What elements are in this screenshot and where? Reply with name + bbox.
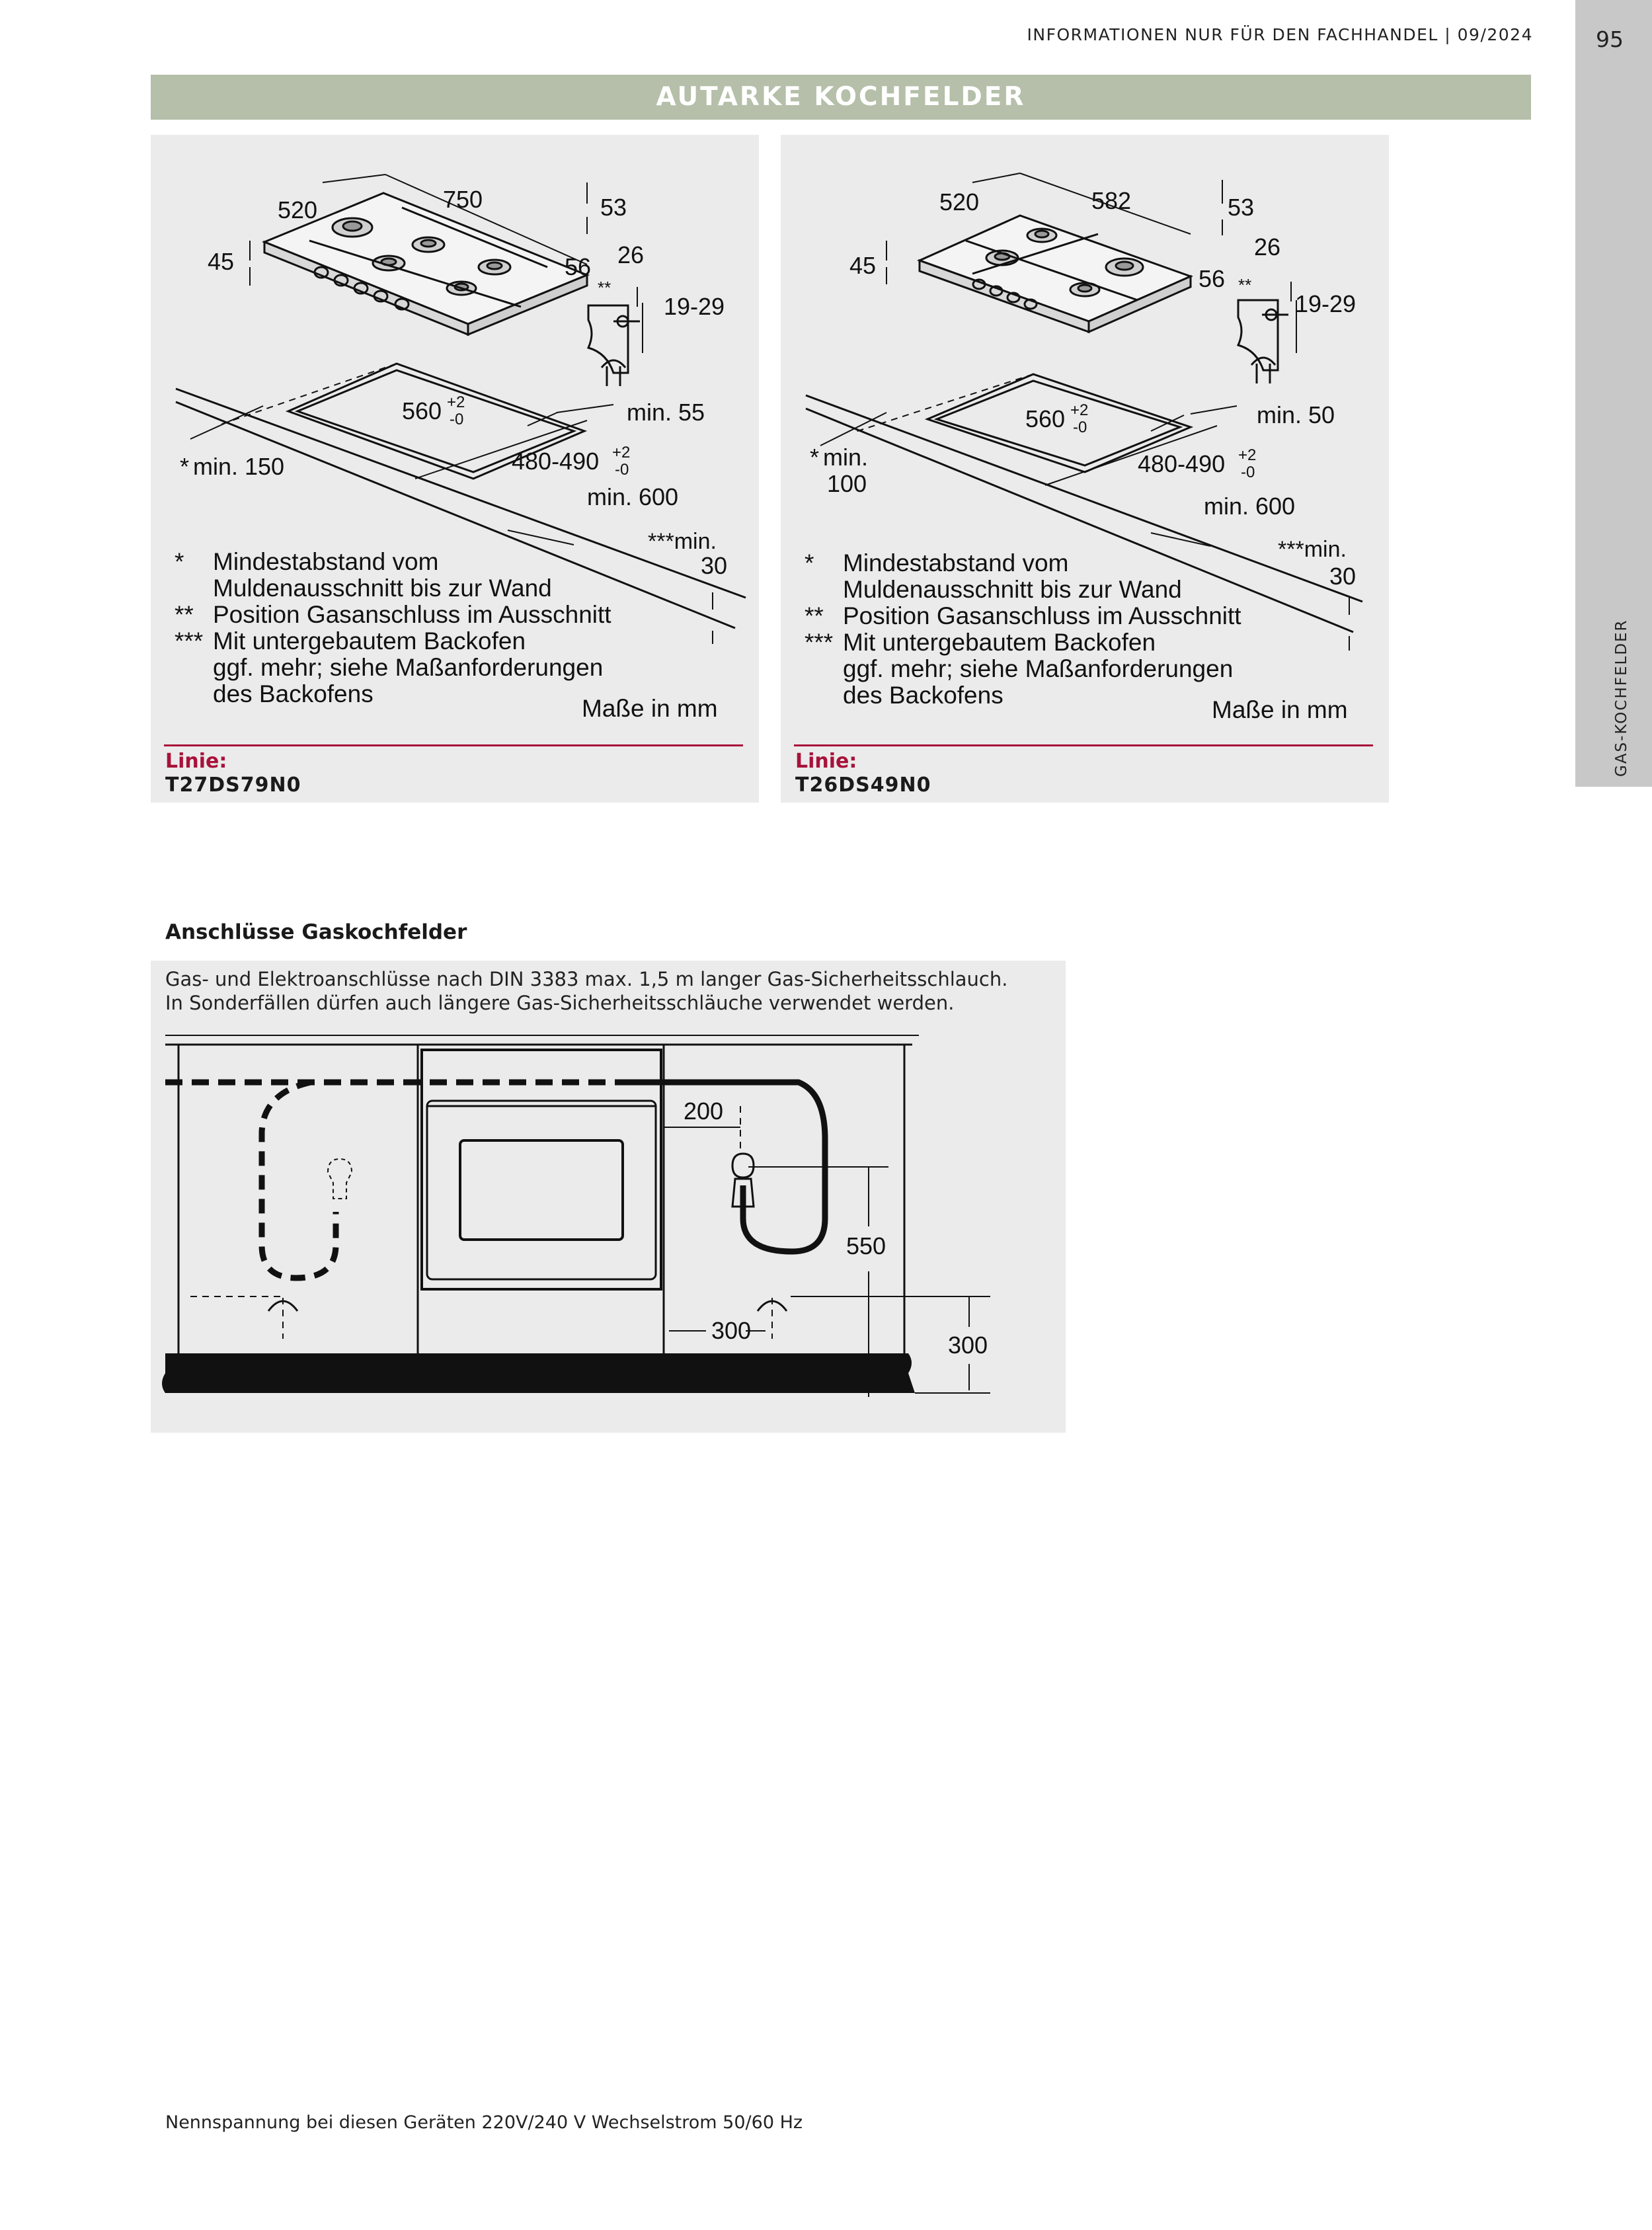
section-title: AUTARKE KOCHFELDER <box>151 75 1531 120</box>
dim-depth: 520 <box>278 196 318 223</box>
dim-min-oven: ***min. <box>648 529 717 554</box>
dim-top: 53 <box>1228 194 1255 221</box>
legend-text-3: Position Gasanschluss im Ausschnitt <box>213 601 611 628</box>
dim-range: 19-29 <box>664 293 725 320</box>
dim-300-horizontal: 300 <box>711 1317 752 1344</box>
model-divider <box>164 744 743 746</box>
model-divider <box>794 744 1373 746</box>
legend-mark-3: ** <box>805 602 824 629</box>
dim-min-oven-val: 30 <box>1329 563 1357 590</box>
legend-text-3: Position Gasanschluss im Ausschnitt <box>843 602 1241 629</box>
dim-300-vertical: 300 <box>948 1332 988 1359</box>
hob-drawing <box>920 216 1191 332</box>
dim-tol-plus-2: +2 <box>1238 446 1257 464</box>
connections-diagram <box>151 961 1066 1433</box>
dim-tol-minus-2: -0 <box>1241 463 1255 481</box>
dim-height: 45 <box>208 248 235 275</box>
line-label: Linie: <box>795 750 857 773</box>
hob-panel-2 <box>781 135 1389 803</box>
model-number: T27DS79N0 <box>165 774 301 797</box>
dim-top: 53 <box>600 194 627 221</box>
dim-min-wall: min. 150 <box>193 453 285 480</box>
dim-min-wall: min. <box>823 444 869 471</box>
legend-text-6: des Backofens <box>843 682 1003 709</box>
dim-550: 550 <box>846 1232 886 1259</box>
dim-width: 750 <box>443 186 483 213</box>
legend-mark-4: *** <box>175 627 204 655</box>
header-text: INFORMATIONEN NUR FÜR DEN FACHHANDEL | 09/2024 <box>1027 25 1533 44</box>
dim-height: 45 <box>849 252 877 279</box>
dim-depth: 520 <box>939 188 980 216</box>
dim-min-side: min. 50 <box>1257 401 1335 428</box>
dim-tol-plus-2: +2 <box>612 444 631 461</box>
installation-diagram <box>781 135 1389 803</box>
dim-min-wall-2: 100 <box>827 470 867 497</box>
legend-text-4: Mit untergebautem Backofen <box>843 629 1156 656</box>
legend-mark-4: *** <box>805 629 834 656</box>
installation-diagram <box>151 135 759 803</box>
dim-gas: 26 <box>1254 233 1281 260</box>
legend-text-5: ggf. mehr; siehe Maßanforderungen <box>213 654 604 681</box>
legend-text-2: Muldenausschnitt bis zur Wand <box>213 575 552 602</box>
footer-note: Nennspannung bei diesen Geräten 220V/240 V Wechselstrom 50/60 Hz <box>165 2112 803 2133</box>
side-tab-label: GAS-KOCHFELDER <box>1613 619 1630 777</box>
legend-text-1: Mindestabstand vom <box>213 548 439 575</box>
dim-min-oven: ***min. <box>1278 537 1347 562</box>
line-label: Linie: <box>165 750 227 773</box>
dim-stars: ** <box>598 278 611 298</box>
legend-text-5: ggf. mehr; siehe Maßanforderungen <box>843 655 1234 682</box>
connections-note-line-2: In Sonderfällen dürfen auch längere Gas-Sicherheitsschläuche verwendet werden. <box>165 992 955 1014</box>
hob-panel-1 <box>151 135 759 803</box>
connections-note-line-1: Gas- und Elektroanschlüsse nach DIN 3383 max. 1,5 m langer Gas-Sicherheitsschlauch. <box>165 968 1008 990</box>
legend-mark-1: * <box>805 549 814 577</box>
dim-min-side: min. 55 <box>627 399 705 426</box>
dim-cutout-depth: 480-490 <box>512 448 600 475</box>
dim-min-oven-val: 30 <box>701 552 728 579</box>
dim-tol-plus: +2 <box>1070 401 1089 419</box>
dim-width: 582 <box>1091 187 1132 214</box>
connections-panel <box>151 961 1066 1433</box>
model-number: T26DS49N0 <box>795 774 931 797</box>
legend-text-2: Muldenausschnitt bis zur Wand <box>843 576 1182 603</box>
legend-text-6: des Backofens <box>213 680 374 707</box>
dim-min-front: min. 600 <box>1204 493 1296 520</box>
dim-cutout-depth: 480-490 <box>1138 450 1226 477</box>
legend-text-4: Mit untergebautem Backofen <box>213 627 526 655</box>
legend-mark-1: * <box>175 548 184 575</box>
dim-cutout-width: 560 <box>1025 405 1066 432</box>
dim-tol-plus: +2 <box>447 393 465 411</box>
legend-text-1: Mindestabstand vom <box>843 549 1069 577</box>
connections-heading: Anschlüsse Gaskochfelder <box>165 920 467 944</box>
dim-gas: 26 <box>617 241 645 268</box>
dim-min-front: min. 600 <box>587 483 679 510</box>
dim-edge: 56 <box>565 253 592 280</box>
dim-wall-star: * <box>810 444 820 471</box>
dim-cutout-width: 560 <box>402 397 442 424</box>
dim-tol-minus-2: -0 <box>615 461 629 479</box>
units-note: Maße in mm <box>1212 696 1348 723</box>
units-note: Maße in mm <box>582 695 718 722</box>
dim-200: 200 <box>684 1097 724 1125</box>
dim-tol-minus: -0 <box>1073 418 1087 436</box>
dim-range: 19-29 <box>1295 290 1357 317</box>
dim-edge: 56 <box>1199 265 1226 292</box>
dim-stars: ** <box>1238 275 1252 295</box>
dim-wall-star: * <box>180 453 190 480</box>
legend-mark-3: ** <box>175 601 194 628</box>
page-number: 95 <box>1596 26 1624 52</box>
dim-tol-minus: -0 <box>450 411 464 428</box>
